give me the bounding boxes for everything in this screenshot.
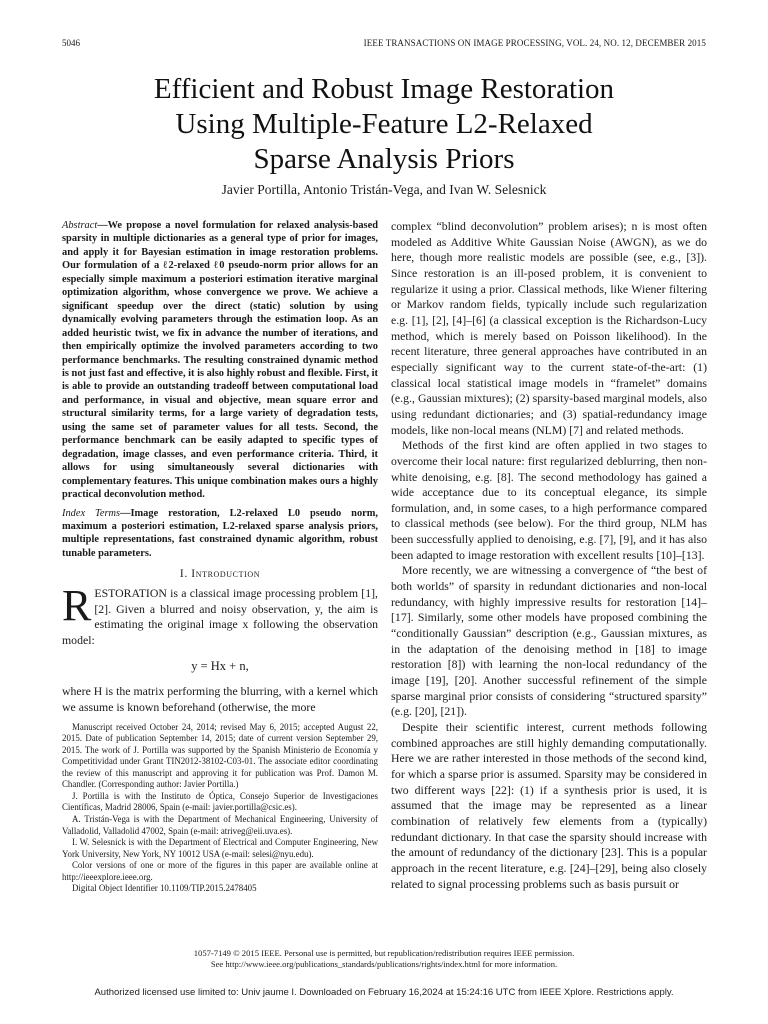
footnote: J. Portilla is with the Instituto de Óptica, Consejo Superior de Investigaciones Científicas, Madrid 28006, Spain (e-mail: javier.portilla@csic.es). bbox=[62, 790, 378, 813]
paper-title bbox=[62, 72, 706, 177]
footnote: A. Tristán-Vega is with the Department of Mechanical Engineering, University of Valladolid, Valladolid 47002, Spain (e-mail: atriveg@eii.uva.es). bbox=[62, 813, 378, 836]
title-line: Sparse Analysis Priors bbox=[253, 143, 515, 175]
copyright-notice bbox=[62, 948, 706, 970]
body-paragraph: complex “blind deconvolution” problem arises); n is most often modeled as Additive White Gaussian Noise (AWGN), as we do here, though more realistic models are possible (see, e.g., [3]). Since restoration is an ill-posed problem, it is convenient to regularize it using a prior. Classical methods, like Wiener filtering or Markov random fields, typically include such regularization e.g. [1], [2], [4]–[6] (a classical exception is the Richardson-Lucy method, which is merely based on Poisson likelihood). In the recent literature, three general approaches have contributed in an especially significant way to the current state-of-the-art: (1) classical local statistical image models in “framelet” domains (e.g., Gaussian mixtures); (2) sparsity-based marginal models, also using redundant dictionaries; and (3) spatial-redundancy image models, like non-local means (NLM) [7] and related methods. bbox=[391, 219, 707, 437]
drop-cap: R bbox=[62, 580, 92, 630]
index-terms-lead: Index Terms bbox=[62, 507, 121, 519]
footnote: Manuscript received October 24, 2014; revised May 6, 2015; accepted August 22, 2015. Date of publication September 14, 2015; date of current version September 29, 2015. The work of J. Portilla was supported by the Spanish Ministerio de Economía y Competitividad under Grant TIN2012-38102-C03-01. The associate editor coordinating the review of this manuscript and approving it for publication was Prof. Damon M. Chandler. (Corresponding author: Javier Portilla.) bbox=[62, 721, 378, 790]
index-terms-dash: — bbox=[120, 507, 131, 519]
section-heading: I. Introduction bbox=[179, 568, 261, 581]
title-line: Using Multiple-Feature L2-Relaxed bbox=[175, 108, 593, 140]
body-paragraph: Despite their scientific interest, current methods following combined approaches are still highly demanding computationally. Here we are rather interested in those methods of the second kind, for which a sparse prior is assumed. Sparsity may be considered in two different ways [22]: (1) if a synthesis prior is used, it is assumed that the image may be represented as a linear combination of relatively few elements from a (typically) redundant dictionary. In that case the sparsity should increase with the amount of redundancy of the dictionary [23]. This is a popular approach in the recent literature, e.g. [24]–[29], being also closely related to signal processing problems such as basis pursuit or bbox=[391, 720, 707, 891]
observation-equation: y = Hx + n, bbox=[191, 658, 249, 673]
page-number: 5046 bbox=[62, 38, 80, 48]
title-line: Efficient and Robust Image Restoration bbox=[153, 73, 615, 105]
index-terms bbox=[62, 507, 378, 561]
intro-text: ESTORATION is a classical image processing problem [1], [2]. Given a blurred and noisy observation, y, the aim is estimating the original image x following the observation model: bbox=[62, 585, 378, 647]
intro-paragraph bbox=[62, 580, 378, 649]
copyright-line: 1057-7149 © 2015 IEEE. Personal use is permitted, but republication/redistribution requires IEEE permission. bbox=[193, 948, 575, 958]
running-header: IEEE TRANSACTIONS ON IMAGE PROCESSING, VOL. 24, NO. 12, DECEMBER 2015 bbox=[363, 38, 706, 48]
right-column bbox=[391, 219, 707, 892]
abstract-body: We propose a novel formulation for relaxed analysis-based sparsity in multiple dictionaries as a general type of prior for images, and apply it for Bayesian estimation in image restoration problems. Our formulation of a ℓ2-relaxed ℓ0 pseudo-norm prior allows for an especially simple maximum a posteriori estimation iterative marginal optimization algorithm, whose convergence we prove. We achieve a significant speedup over the direct (static) solution by using dynamically evolving parameters through the estimation loop. As an added heuristic twist, we fix in advance the number of iterations, and then empirically optimize the involved parameters according to two performance benchmarks. The resulting constrained dynamic method is not just fast and effective, it is also highly robust and flexible. First, it is able to provide an outstanding tradeoff between computational load and performance, in visual and objective, mean square error and structural similarity terms, for a large variety of degradation tests, using the same set of parameter values for all tests. Second, the performance benchmark can be easily adapted to specific types of degradation, image classes, and even performance criteria. Third, it allows for using simultaneously several dictionaries with complementary features. This unique combination makes ours a highly practical deconvolution method. bbox=[62, 220, 378, 501]
license-notice: Authorized licensed use limited to: Univ jaume I. Downloaded on February 16,2024 at 15:24:16 UTC from IEEE Xplore. Restrictions apply. bbox=[94, 987, 674, 998]
abstract-dash: — bbox=[97, 220, 108, 231]
left-column bbox=[62, 219, 378, 895]
body-paragraph: Methods of the first kind are often applied in two stages to overcome their local nature: first regularized deblurring, then non-white denoising, e.g. [8]. The second methodology has gained a wide acceptance due to its conceptual elegance, its simple formulation, and, in some cases, to a high performance compared to classical methods (see below). For the third group, NLM has been successfully applied to denoising, e.g. [7], [9], and it has also been adapted to image restoration with excellent results [10]–[13]. bbox=[391, 438, 707, 562]
footnotes bbox=[62, 722, 378, 895]
footnote: I. W. Selesnick is with the Department of Electrical and Computer Engineering, New York University, New York, NY 10012 USA (e-mail: selesi@nyu.edu). bbox=[62, 837, 378, 859]
abstract bbox=[62, 219, 378, 502]
footnote: Color versions of one or more of the figures in this paper are available online at http://ieeexplore.ieee.org. bbox=[62, 860, 378, 882]
index-terms-body: Image restoration, L2-relaxed L0 pseudo norm, maximum a posteriori estimation, L2-relaxed sparse analysis priors, multiple representations, fast constrained dynamic algorithm, robust tunable parameters. bbox=[62, 507, 379, 559]
abstract-lead: Abstract bbox=[62, 220, 98, 231]
body-paragraph: More recently, we are witnessing a convergence of “the best of both worlds” of sparsity in redundant dictionaries and non-local redundancy, with highly impressive results for restoration [14]–[17]. Similarly, some other models have proposed combining the “conditionally Gaussian” description (e.g., Gaussian mixtures, as in the adaptation of the denoising method in [18] to image restoration [8]) with learning the non-local redundancy of the image [19], [20]. Another successful refinement of the simple sparse marginal prior consists of considering “structured sparsity” (e.g. [20], [21]). bbox=[391, 563, 707, 719]
authors: Javier Portilla, Antonio Tristán-Vega, and Ivan W. Selesnick bbox=[221, 182, 547, 197]
intro-paragraph-2: where H is the matrix performing the blurring, with a kernel which we assume is known beforehand (otherwise, the more bbox=[62, 684, 378, 714]
copyright-line: See http://www.ieee.org/publications_standards/publications/rights/index.html for more information. bbox=[210, 959, 558, 969]
footnote: Digital Object Identifier 10.1109/TIP.2015.2478405 bbox=[72, 883, 257, 894]
